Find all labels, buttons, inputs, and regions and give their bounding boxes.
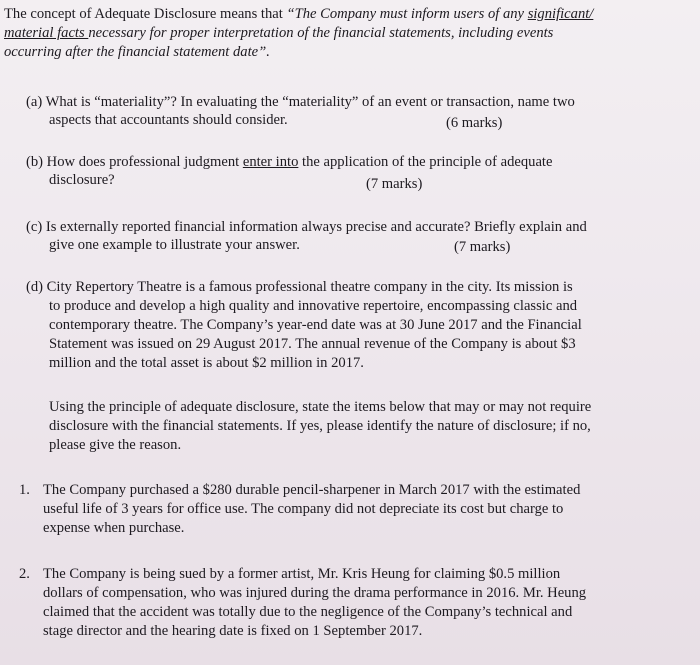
item-1-line-3: expense when purchase.	[43, 520, 185, 536]
item-2-line-4: stage director and the hearing date is fixed on 1 September 2017.	[43, 623, 423, 639]
item-1-line-2: useful life of 3 years for office use. The company did not depreciate its cost but charge to	[43, 501, 564, 517]
instruction-line-1: Using the principle of adequate disclosure, state the items below that may or may not require	[49, 399, 592, 415]
intro-line-1	[4, 5, 593, 23]
item-2-line-2: dollars of compensation, who was injured during the drama performance in 2016. Mr. Heung	[43, 585, 587, 601]
question-a-line-2: aspects that accountants should consider.	[49, 112, 288, 128]
question-d-line-5: million and the total asset is about $2 million in 2017.	[49, 355, 364, 371]
underlined-phrase: enter into	[242, 154, 299, 170]
instruction-line-3: please give the reason.	[49, 437, 182, 453]
intro-line-3: occurring after the financial statement date”.	[4, 44, 270, 60]
question-d-line-1: (d) City Repertory Theatre is a famous professional theatre company in the city. Its mission is	[26, 279, 573, 295]
question-b-marks: (7 marks)	[366, 176, 423, 192]
intro-underlined-term-2: material facts	[4, 25, 89, 41]
question-b-line-2: disclosure?	[49, 172, 115, 188]
question-d-line-3: contemporary theatre. The Company’s year-end date was at 30 June 2017 and the Financial	[49, 317, 582, 333]
question-a-marks: (6 marks)	[446, 115, 503, 131]
intro-line-2	[4, 24, 553, 42]
question-c-marks: (7 marks)	[454, 239, 511, 255]
intro-underlined-term: significant/	[527, 6, 594, 22]
question-a-line-1: (a) What is “materiality”? In evaluating the “materiality” of an event or transaction, name two	[26, 94, 575, 110]
question-d-line-4: Statement was issued on 29 August 2017. The annual revenue of the Company is about $3	[49, 336, 576, 352]
item-1-number: 1.	[19, 482, 30, 498]
item-1-line-1: The Company purchased a $280 durable pencil-sharpener in March 2017 with the estimated	[43, 482, 581, 498]
question-b-line-1: (b) How does professional judgment enter into the application of the principle of adequate	[26, 154, 553, 170]
item-2-line-3: claimed that the accident was totally due to the negligence of the Company’s technical and	[43, 604, 573, 620]
item-2-line-1: The Company is being sued by a former artist, Mr. Kris Heung for claiming $0.5 million	[43, 566, 561, 582]
question-d-line-2: to produce and develop a high quality and innovative repertoire, encompassing classic and	[49, 298, 578, 314]
instruction-line-2: disclosure with the financial statements. If yes, please identify the nature of disclosure; if no,	[49, 418, 591, 434]
intro-quote-mid: necessary for proper interpretation of the financial statements, including events	[88, 25, 554, 41]
question-c-line-2: give one example to illustrate your answer.	[49, 237, 300, 253]
item-2-number: 2.	[19, 566, 30, 582]
intro-text-plain: The concept of Adequate Disclosure means that	[4, 6, 287, 22]
question-c-line-1: (c) Is externally reported financial information always precise and accurate? Briefly explain and	[26, 219, 587, 235]
intro-quote-start: “The Company must inform users of any	[286, 6, 528, 22]
